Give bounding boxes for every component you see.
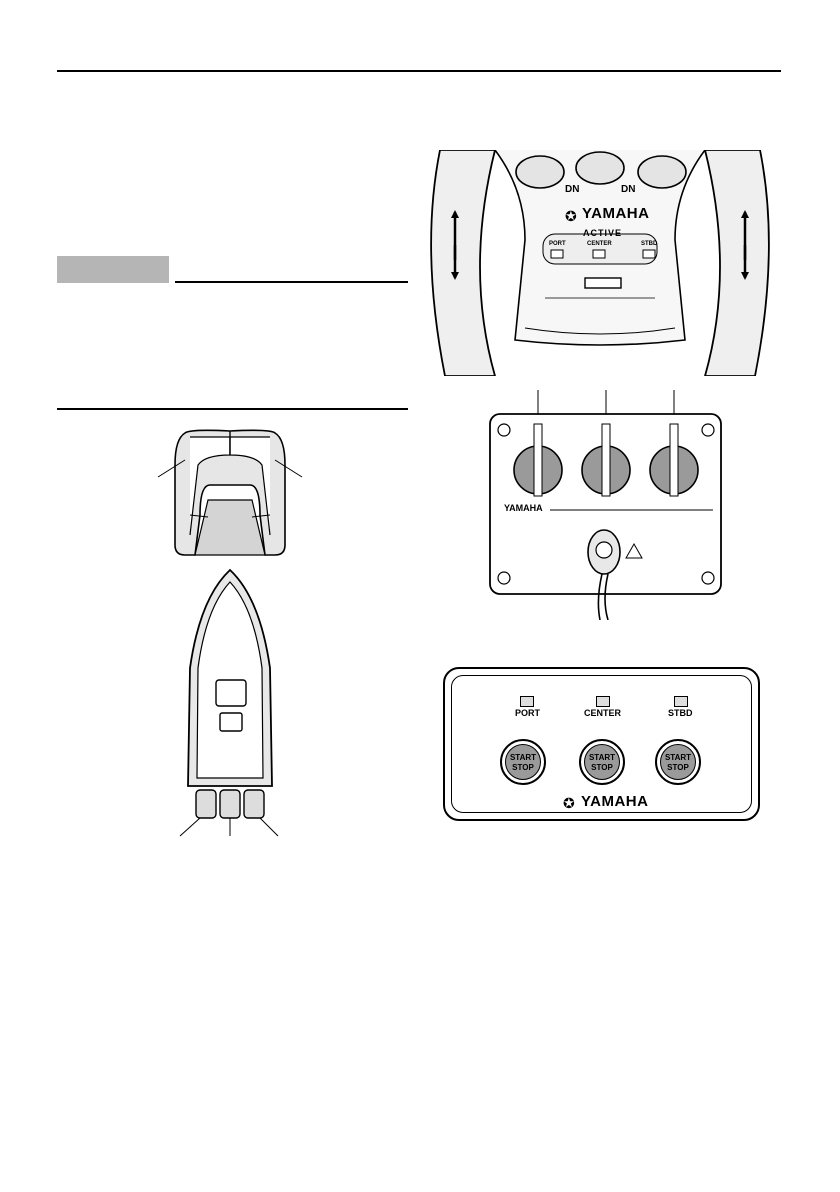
yamaha-logo-icon: ✪ — [563, 795, 575, 811]
note-tag — [57, 256, 169, 283]
start-stop-panel-brand: YAMAHA — [581, 793, 649, 810]
indicator-light-center-icon — [596, 696, 610, 707]
dn-label-right: DN — [621, 184, 636, 195]
start-stop-button-port[interactable] — [500, 739, 546, 785]
indicator-light-stbd-icon — [674, 696, 688, 707]
remote-control-illustration — [425, 150, 775, 376]
button-label-stop: STOP — [512, 763, 534, 772]
remote-indicator-center: CENTER — [587, 241, 612, 247]
remote-indicator-stbd: STBD — [641, 241, 658, 247]
remote-indicator-port: PORT — [549, 241, 566, 247]
start-stop-button-center[interactable] — [579, 739, 625, 785]
indicator-label-stbd: STBD — [668, 708, 693, 718]
section-end-rule — [57, 408, 408, 410]
boat-top-view-illustration — [170, 568, 290, 838]
button-label-stop: STOP — [667, 763, 689, 772]
button-label-start: START — [588, 753, 616, 762]
note-rule — [175, 281, 408, 283]
button-label-stop: STOP — [591, 763, 613, 772]
remote-brand: YAMAHA — [582, 205, 650, 222]
start-stop-button-stbd[interactable] — [655, 739, 701, 785]
dn-label-left: DN — [565, 184, 580, 195]
throttle-handles-illustration — [150, 425, 310, 560]
active-label: ACTIVE — [583, 228, 623, 238]
indicator-light-port-icon — [520, 696, 534, 707]
key-panel-brand: YAMAHA — [504, 503, 543, 513]
indicator-label-port: PORT — [515, 708, 541, 718]
start-stop-panel — [443, 667, 760, 821]
indicator-label-center: CENTER — [584, 708, 622, 718]
key-switch-panel-illustration — [488, 390, 723, 620]
button-label-start: START — [509, 753, 537, 762]
header-rule — [57, 70, 781, 72]
yamaha-logo-icon: ✪ — [565, 208, 577, 224]
button-label-start: START — [664, 753, 692, 762]
